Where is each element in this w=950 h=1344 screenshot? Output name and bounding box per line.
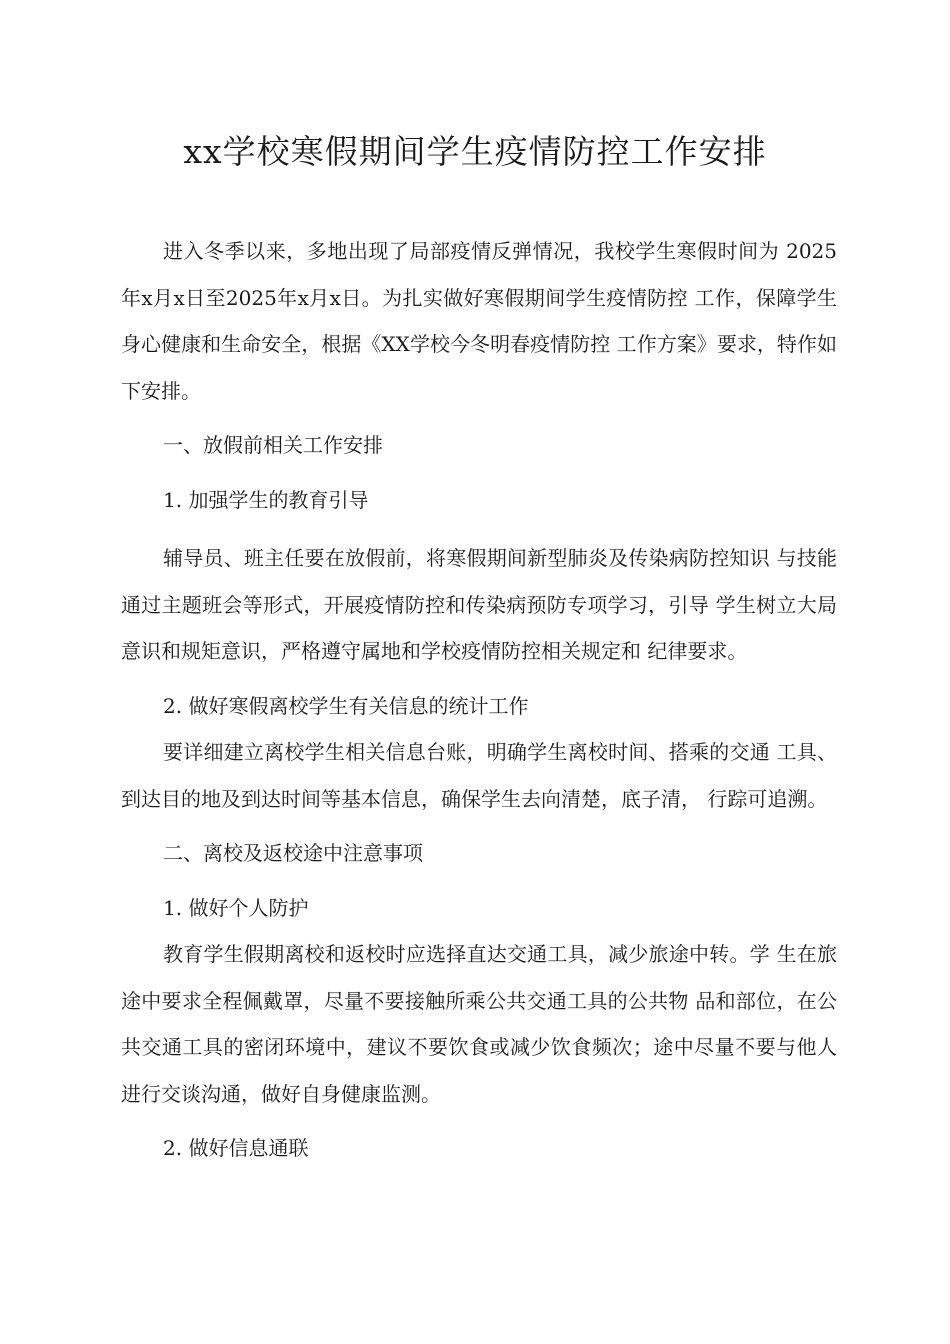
- intro-paragraph: 进入冬季以来，多地出现了局部疫情反弹情况，我校学生寒假时间为 2025年x月x日至2025年x月x日。为扎实做好寒假期间学生疫情防控 工作，保障学生身心健康和生命安全，根据《XX学校今冬明春疫情防控 工作方案》要求，特作如下安排。: [121, 239, 837, 403]
- subsection-heading-2-1: 1. 做好个人防护: [163, 895, 309, 920]
- subsection-heading-1-1: 1. 加强学生的教育引导: [163, 487, 369, 512]
- document-title: xx学校寒假期间学生疫情防控工作安排: [183, 132, 767, 171]
- section-heading-1: 一、放假前相关工作安排: [163, 433, 383, 457]
- document-body: [121, 228, 837, 1172]
- subsection-heading-2-2: 2. 做好信息通联: [163, 1136, 309, 1160]
- paragraph-2-1: 教育学生假期离校和返校时应选择直达交通工具，减少旅途中转。学 生在旅途中要求全程佩戴罩，尽量不要接触所乘公共交通工具的公共物 品和部位，在公共交通工具的密闭环境中，建议不要饮食或减少饮食频次；途中尽量不要与他人进行交谈沟通，做好自身健康监测。: [121, 942, 837, 1106]
- paragraph-1-2: 要详细建立离校学生相关信息台账，明确学生离校时间、搭乘的交通 工具、到达目的地及到达时间等基本信息，确保学生去向清楚，底子清， 行踪可追溯。: [121, 740, 837, 811]
- paragraph-1-1: 辅导员、班主任要在放假前，将寒假期间新型肺炎及传染病防控知识 与技能通过主题班会等形式，开展疫情防控和传染病预防专项学习，引导 学生树立大局意识和规矩意识，严格遵守属地和学校疫情防控相关规定和 纪律要求。: [121, 546, 837, 663]
- subsection-heading-1-2: 2. 做好寒假离校学生有关信息的统计工作: [163, 693, 529, 718]
- section-heading-2: 二、离校及返校途中注意事项: [163, 841, 423, 865]
